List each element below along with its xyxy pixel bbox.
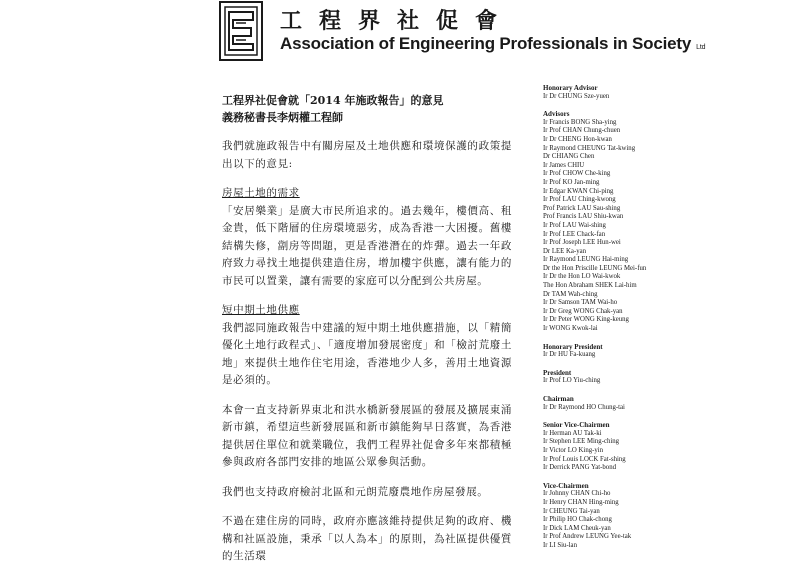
officer-group xyxy=(543,421,693,473)
paragraph: 我們認同施政報告中建議的短中期土地供應措施，以「精簡優化土地行政程式」、「適度增加發展密度」和「檢討荒廢土地」來提供土地作住宅用途，香港地少人多，善用土地資源是必須的。 xyxy=(222,321,512,386)
officer-name: Ir Francis BONG Sha-ying xyxy=(543,118,617,126)
section-title-housing-demand: 房屋土地的需求 xyxy=(222,187,300,199)
officer-name: Ir Prof Louis LOCK Fat-shing xyxy=(543,455,626,463)
officer-group-title: Senior Vice-Chairmen xyxy=(543,421,610,430)
officer-name: The Hon Abraham SHEK Lai-him xyxy=(543,282,637,290)
officer-group-title: President xyxy=(543,368,572,377)
officer-name: Ir Dr Peter WONG King-keung xyxy=(543,316,629,324)
officer-group xyxy=(543,482,693,551)
officer-group-title: Honorary Advisor xyxy=(543,84,598,92)
officer-name: Ir Raymond CHEUNG Tat-kwing xyxy=(543,144,636,152)
officer-name: Ir Henry CHAN Hing-ming xyxy=(543,498,619,506)
paragraph: 「安居樂業」是廣大市民所追求的。過去幾年，樓價高、租金貴，低下階層的住房環境惡劣，成為香港一大困擾。舊樓結構失修，劏房等問題，更是香港潛在的炸彈。過去一年政府致力尋找土地提供建造住房，增加樓宇供應，讓有能力的市民可以置業，讓有需要的家庭可以分配到公共房屋。 xyxy=(222,204,512,287)
officer-name: Ir Dr HU Fa-kuang xyxy=(543,351,596,359)
section-title-land-supply: 短中期土地供應 xyxy=(222,304,300,316)
association-name-english xyxy=(280,34,705,54)
officer-group-title: Honorary President xyxy=(543,342,603,351)
officer-group xyxy=(543,84,693,101)
officer-group-title: Vice-Chairmen xyxy=(543,481,589,490)
officer-name: Ir Prof LAU Wai-shing xyxy=(543,221,606,229)
association-logo xyxy=(218,0,264,62)
officer-group xyxy=(543,369,693,386)
officer-name: Dr the Hon Priscille LEUNG Mei-fun xyxy=(543,264,647,272)
officer-name: Prof Francis LAU Shiu-kwan xyxy=(543,213,624,221)
officer-name: Ir Dick LAM Cheuk-yan xyxy=(543,524,611,532)
officer-name: Ir Dr Greg WONG Chak-yan xyxy=(543,307,623,315)
officer-name: Ir Dr CHENG Hon-kwan xyxy=(543,135,612,143)
officer-name: Ir LI Siu-lan xyxy=(543,541,577,549)
officer-name: Prof Patrick LAU Sau-shing xyxy=(543,204,621,212)
officer-name: Dr TAM Wah-ching xyxy=(543,290,598,298)
officer-name: Ir James CHIU xyxy=(543,161,585,169)
paragraph: 我們也支持政府檢討北區和元朗荒廢農地作房屋發展。 xyxy=(222,485,489,498)
letter-body xyxy=(222,92,512,566)
officer-name: Ir Raymond LEUNG Hai-ming xyxy=(543,256,629,264)
officer-name: Dr CHIANG Chen xyxy=(543,153,595,161)
officer-group-title: Advisors xyxy=(543,110,570,119)
officer-name: Ir Dr Raymond HO Chung-tai xyxy=(543,403,625,411)
officer-name: Ir Prof Andrew LEUNG Yee-tak xyxy=(543,533,632,541)
officer-group xyxy=(543,395,693,412)
association-name-chinese: 工程界社促會 xyxy=(280,8,515,34)
officer-name: Ir Prof Joseph LEE Hun-wei xyxy=(543,239,621,247)
intro-paragraph: 我們就施政報告中有關房屋及土地供應和環境保護的政策提出以下的意見: xyxy=(222,140,512,170)
paragraph: 本會一直支持新界東北和洪水橋新發展區的發展及擴展東涌新市鎮，希望這些新發展區和新市鎮能夠早日落實，為香港提供居住單位和就業職位，我們工程界社促會多年來都積極參與政府各部門安排的地區公眾參與活動。 xyxy=(222,403,512,468)
officer-name: Ir Edgar KWAN Chi-ping xyxy=(543,187,614,195)
officer-name: Ir Stephen LEE Ming-ching xyxy=(543,438,620,446)
officer-name: Ir Prof CHAN Chung-chuen xyxy=(543,127,621,135)
officer-name: Ir Derrick PANG Yat-bond xyxy=(543,464,616,472)
ltd-suffix: Ltd xyxy=(696,44,706,51)
officer-name: Ir Victor LO King-yin xyxy=(543,446,604,454)
document-author: 義務秘書長李炳權工程師 xyxy=(222,111,343,124)
paragraph: 不過在建住房的同時，政府亦應該維持提供足夠的政府、機構和社區設施，秉承「以人為本」的原則，為社區提供優質的生活環 xyxy=(222,515,512,562)
officer-group xyxy=(543,110,693,333)
officer-name: Ir Prof KO Jan-ming xyxy=(543,178,600,186)
officer-group-title: Chairman xyxy=(543,395,574,403)
officer-group xyxy=(543,343,693,360)
officers-sidebar xyxy=(543,84,693,560)
officer-name: Ir Dr Samson TAM Wai-ho xyxy=(543,299,618,307)
officer-name: Ir Prof CHOW Che-king xyxy=(543,170,611,178)
officer-name: Ir Herman AU Tak-ki xyxy=(543,429,602,437)
officer-name: Dr LEE Ka-yan xyxy=(543,247,587,255)
document-heading: 工程界社促會就「2014 年施政報告」的意見 xyxy=(222,94,444,107)
officer-name: Ir Prof LAU Ching-kwong xyxy=(543,196,616,204)
letterhead xyxy=(218,0,706,78)
officer-name: Ir Philip HO Chak-chong xyxy=(543,516,612,524)
officer-name: Ir Dr the Hon LO Wai-kwok xyxy=(543,273,621,281)
officer-name: Ir Prof LO Yiu-ching xyxy=(543,377,601,385)
officer-name: Ir Johnny CHAN Chi-ho xyxy=(543,490,611,498)
association-name-english-text: Association of Engineering Professionals in Society xyxy=(280,34,692,53)
officer-name: Ir Prof LEE Chack-fan xyxy=(543,230,606,238)
officer-name: Ir Dr CHUNG Sze-yuen xyxy=(543,92,610,100)
officer-name: Ir CHEUNG Tai-yan xyxy=(543,507,600,515)
officer-name: Ir WONG Kwok-lai xyxy=(543,325,598,333)
